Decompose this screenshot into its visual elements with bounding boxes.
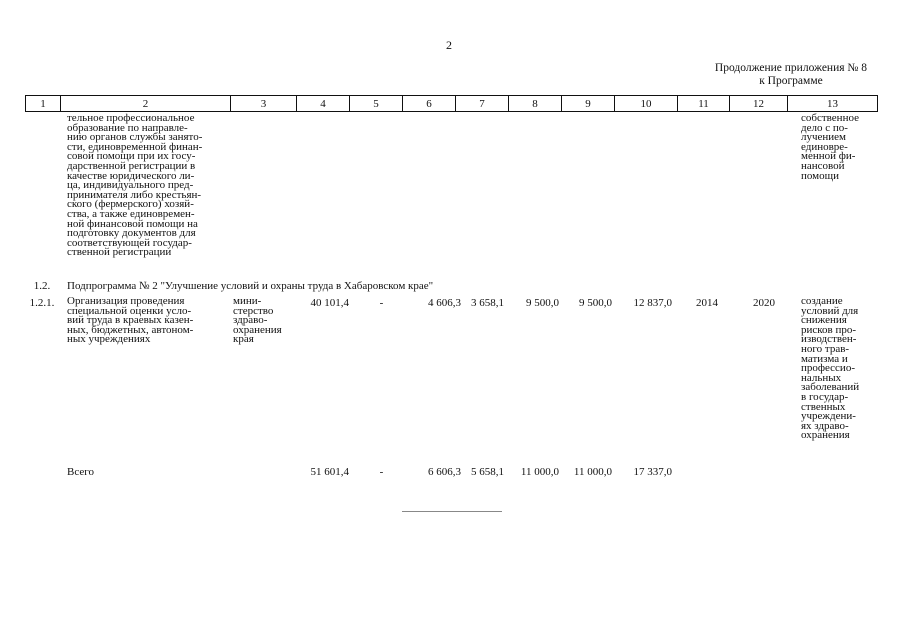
column-number: 4: [297, 96, 350, 112]
funding-2016: 9 500,0: [526, 297, 559, 309]
column-number: 13: [788, 96, 878, 112]
funding-2013: -: [379, 297, 384, 309]
prev-row-result: собственное дело с по- лучением единовре- менной фи- нансовой помощи: [801, 112, 859, 182]
row-number: 1.2.1.: [29, 297, 55, 309]
column-number: 7: [456, 96, 509, 112]
column-number: 2: [61, 96, 231, 112]
column-number: 11: [678, 96, 730, 112]
column-number: 10: [615, 96, 678, 112]
funding-2014: 4 606,3: [428, 297, 461, 309]
measure-name: Организация проведения специальной оценки усло- вий труда в краевых казен- ных, бюджетных, автоном- ных учреждениях: [67, 295, 194, 346]
column-number-header: [25, 95, 878, 112]
total-2017: 11 000,0: [573, 466, 612, 478]
total-funding: 51 601,4: [310, 466, 349, 478]
continuation-line-2: к Программе: [759, 75, 823, 87]
total-2015: 5 658,1: [471, 466, 504, 478]
page-number: 2: [446, 38, 452, 52]
total-label: Всего: [67, 466, 94, 478]
total-2016: 11 000,0: [520, 466, 559, 478]
total-2018: 17 337,0: [633, 466, 672, 478]
column-number: 5: [350, 96, 403, 112]
end-year: 2020: [753, 297, 775, 309]
column-number: 3: [231, 96, 297, 112]
expected-result: создание условий для снижения рисков про- изводствен- ного трав- матизма и профессио- нальных заболеваний в государ- ственных учреждени- ях здраво- охранения: [801, 295, 860, 442]
column-number: 6: [403, 96, 456, 112]
continuation-note: [715, 62, 867, 88]
funding-total: 40 101,4: [310, 297, 349, 309]
total-2013: -: [379, 466, 384, 478]
funding-2018: 12 837,0: [633, 297, 672, 309]
end-of-table-divider: [402, 511, 502, 512]
total-2014: 6 606,3: [428, 466, 461, 478]
prev-row-description: тельное профессиональное образование по направле- нию органов службы занято- сти, единовременной финан- совой помощи при их госу- дарственной регистрации в качестве юридического ли- ца, индивидуального пред- принимателя либо крестьян- ского (фермерского) хозяй- ства, а также единовремен- ной финансовой помощи на подготовку документов для соответствующей государ- ственной регистрации: [67, 112, 203, 259]
funding-2015: 3 658,1: [471, 297, 504, 309]
column-number: 1: [26, 96, 61, 112]
column-number: 9: [562, 96, 615, 112]
subprogram-title: Подпрограмма № 2 "Улучшение условий и охраны труда в Хабаровском крае": [67, 280, 434, 292]
column-number: 12: [730, 96, 788, 112]
continuation-line-1: Продолжение приложения № 8: [714, 62, 867, 74]
subprogram-number: 1.2.: [33, 280, 51, 292]
column-number: 8: [509, 96, 562, 112]
executor: мини- стерство здраво- охранения края: [233, 295, 282, 346]
funding-2017: 9 500,0: [579, 297, 612, 309]
start-year: 2014: [696, 297, 718, 309]
